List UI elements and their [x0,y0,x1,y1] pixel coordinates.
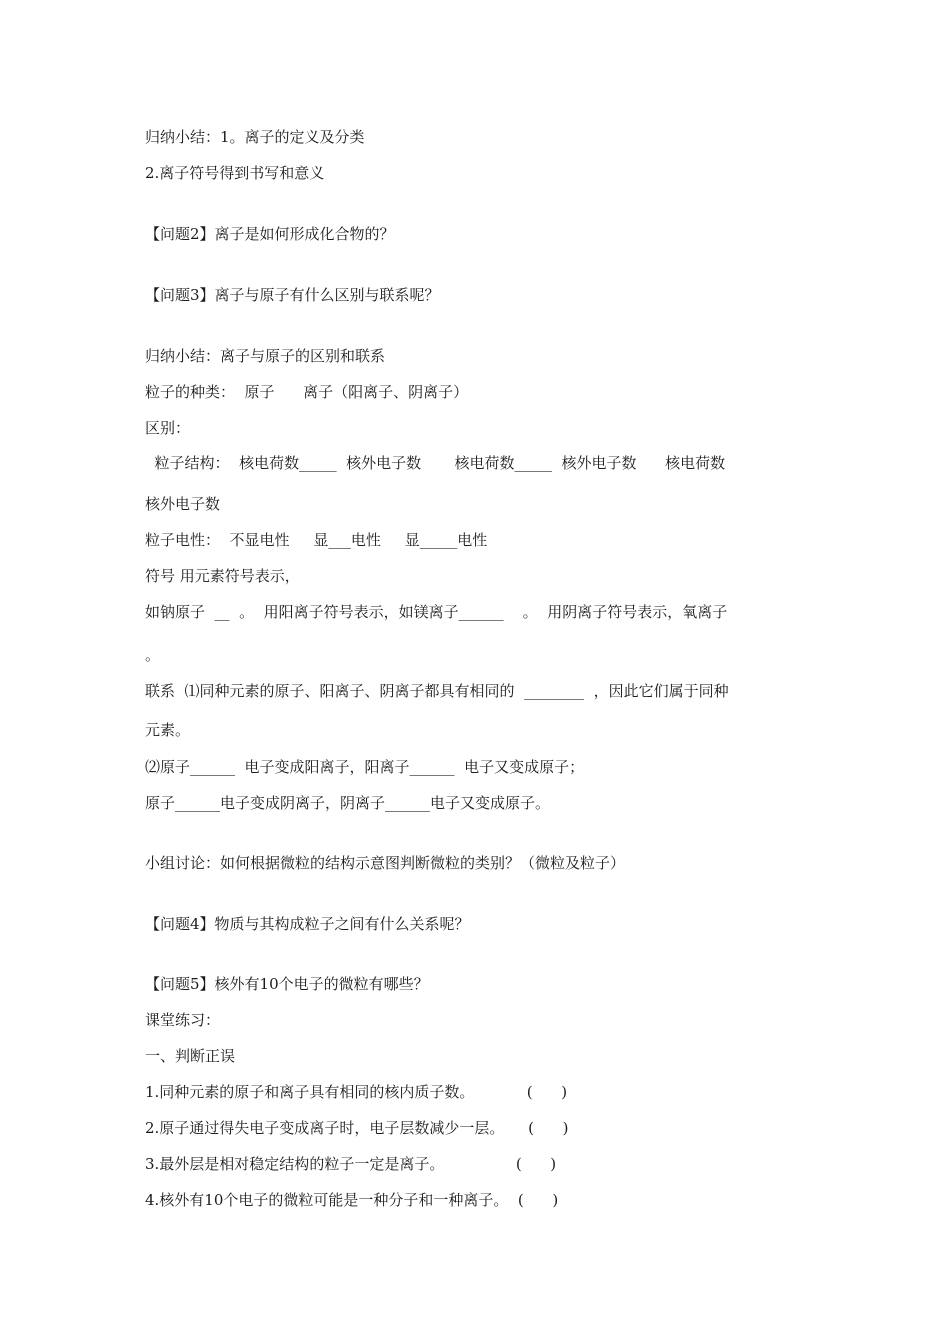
exercise-item-2: 2.原子通过得失电子变成离子时，电子层数减少一层。 ( ) [145,1119,569,1137]
symbol-line: 符号 用元素符号表示， [145,567,300,585]
exercise-item-3: 3.最外层是相对稳定结构的粒子一定是离子。 ( ) [145,1155,557,1173]
relation-1-cont: 元素。 [145,721,191,739]
question-3: 【问题3】离子与原子有什么区别与联系呢？ [145,286,440,304]
question-4: 【问题4】物质与其构成粒子之间有什么关系呢？ [145,915,470,933]
summary-line-2: 2.离子符号得到书写和意义 [145,164,325,182]
particle-structure-cont: 核外电子数 [145,495,221,513]
particle-charge: 粒子电性： 不显电性 显___电性 显_____电性 [145,531,488,549]
symbol-examples: 如钠原子 __ 。 用阳离子符号表示，如镁离子______ 。 用阴离子符号表示，氧离子 [145,603,728,621]
exercise-item-4: 4.核外有10个电子的微粒可能是一种分子和一种离子。 ( ) [145,1191,559,1209]
difference-heading: 区别： [145,419,191,437]
particle-structure: 粒子结构： 核电荷数_____ 核外电子数 核电荷数_____ 核外电子数 核电荷数 [145,454,726,472]
relation-2: ⑵原子______ 电子变成阳离子，阳离子______ 电子又变成原子； [145,758,585,776]
exercise-heading: 课堂练习： [145,1011,221,1029]
section-one-heading: 一、判断正误 [145,1047,236,1065]
symbol-examples-end: 。 [145,646,161,664]
summary-line-1: 归纳小结：1。离子的定义及分类 [145,128,365,146]
question-2: 【问题2】离子是如何形成化合物的？ [145,225,395,243]
summary-heading: 归纳小结：离子与原子的区别和联系 [145,347,386,365]
relation-3: 原子______电子变成阴离子，阴离子______电子又变成原子。 [145,794,551,812]
relation-1: 联系 ⑴同种元素的原子、阳离子、阴离子都具有相同的 ________ ，因此它们属于同种 [145,682,729,700]
particle-types: 粒子的种类： 原子 离子（阳离子、阴离子） [145,383,469,401]
group-discussion: 小组讨论：如何根据微粒的结构示意图判断微粒的类别？（微粒及粒子） [145,854,626,872]
exercise-item-1: 1.同种元素的原子和离子具有相同的核内质子数。 ( ) [145,1083,568,1101]
question-5: 【问题5】核外有10个电子的微粒有哪些？ [145,975,429,993]
